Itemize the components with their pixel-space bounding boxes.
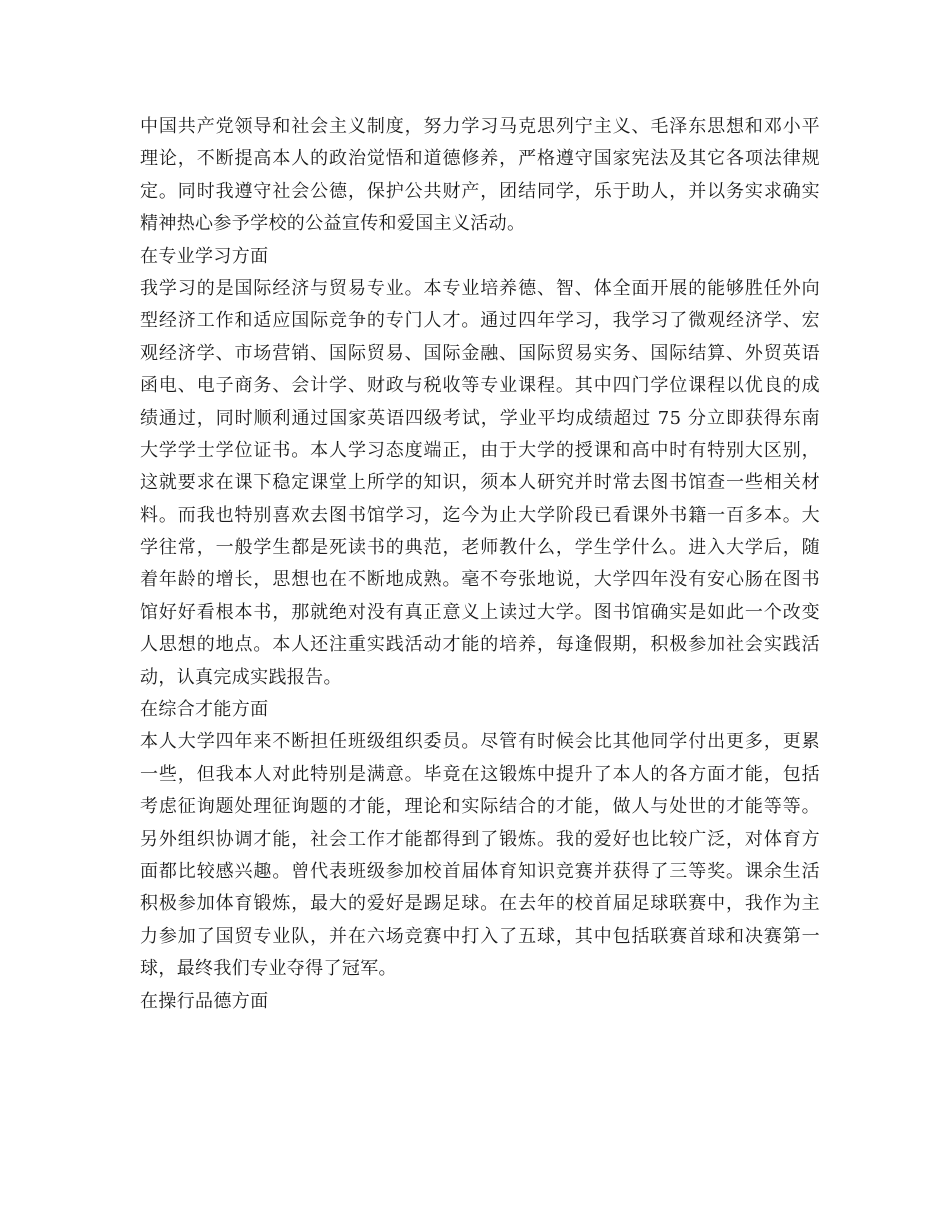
document-body <box>140 111 820 1018</box>
paragraph-line: 大学学士学位证书。本人学习态度端正，由于大学的授课和高中时有特别大区别， <box>140 439 820 461</box>
paragraph-line: 力参加了国贸专业队，并在六场竞赛中打入了五球，其中包括联赛首球和决赛第一 <box>140 925 820 947</box>
paragraph-line: 馆好好看根本书，那就绝对没有真正意义上读过大学。图书馆确实是如此一个改变 <box>140 601 820 623</box>
paragraph-line: 中国共产党领导和社会主义制度，努力学习马克思列宁主义、毛泽东思想和邓小平 <box>140 116 820 137</box>
paragraph-line: 观经济学、市场营销、国际贸易、国际金融、国际贸易实务、国际结算、外贸英语 <box>140 342 820 364</box>
paragraph-line: 另外组织协调才能，社会工作才能都得到了锻炼。我的爱好也比较广泛，对体育方 <box>140 828 820 850</box>
paragraph-line: 绩通过，同时顺利通过国家英语四级考试，学业平均成绩超过 75 分立即获得东南 <box>140 407 820 429</box>
paragraph-line: 这就要求在课下稳定课堂上所学的知识，须本人研究并时常去图书馆查一些相关材 <box>140 472 820 494</box>
paragraph-line: 料。而我也特别喜欢去图书馆学习，迄今为止大学阶段已看课外书籍一百多本。大 <box>140 504 820 526</box>
paragraph-line: 着年龄的增长，思想也在不断地成熟。毫不夸张地说，大学四年没有安心肠在图书 <box>140 569 820 591</box>
paragraph-line: 定。同时我遵守社会公德，保护公共财产，团结同学，乐于助人，并以务实求确实 <box>140 180 820 202</box>
paragraph-line: 考虑征询题处理征询题的才能，理论和实际结合的才能，做人与处世的才能等等。 <box>140 796 820 818</box>
paragraph-line: 我学习的是国际经济与贸易专业。本专业培养德、智、体全面开展的能够胜任外向 <box>140 277 820 299</box>
section-heading: 在专业学习方面 <box>140 245 269 267</box>
paragraph-line: 球，最终我们专业夺得了冠军。 <box>140 958 397 980</box>
paragraph-line: 型经济工作和适应国际竞争的专门人才。通过四年学习，我学习了微观经济学、宏 <box>140 310 820 332</box>
section-heading: 在操行品德方面 <box>140 990 269 1012</box>
paragraph-line: 本人大学四年来不断担任班级组织委员。尽管有时候会比其他同学付出更多，更累 <box>140 731 820 753</box>
paragraph-line: 一些，但我本人对此特别是满意。毕竟在这锻炼中提升了本人的各方面才能，包括 <box>140 763 820 785</box>
paragraph-line: 学往常，一般学生都是死读书的典范，老师教什么，学生学什么。进入大学后，随 <box>140 537 820 559</box>
paragraph-line: 理论，不断提高本人的政治觉悟和道德修养，严格遵守国家宪法及其它各项法律规 <box>140 148 820 170</box>
paragraph-line: 精神热心参予学校的公益宣传和爱国主义活动。 <box>140 213 526 235</box>
paragraph-line: 人思想的地点。本人还注重实践活动才能的培养，每逢假期，积极参加社会实践活 <box>140 634 820 656</box>
paragraph-line: 面都比较感兴趣。曾代表班级参加校首届体育知识竞赛并获得了三等奖。课余生活 <box>140 860 820 882</box>
paragraph-line: 积极参加体育锻炼，最大的爱好是踢足球。在去年的校首届足球联赛中，我作为主 <box>140 893 820 915</box>
section-heading: 在综合才能方面 <box>140 699 269 721</box>
paragraph-line: 动，认真完成实践报告。 <box>140 666 342 688</box>
paragraph-line: 函电、电子商务、会计学、财政与税收等专业课程。其中四门学位课程以优良的成 <box>140 375 820 397</box>
